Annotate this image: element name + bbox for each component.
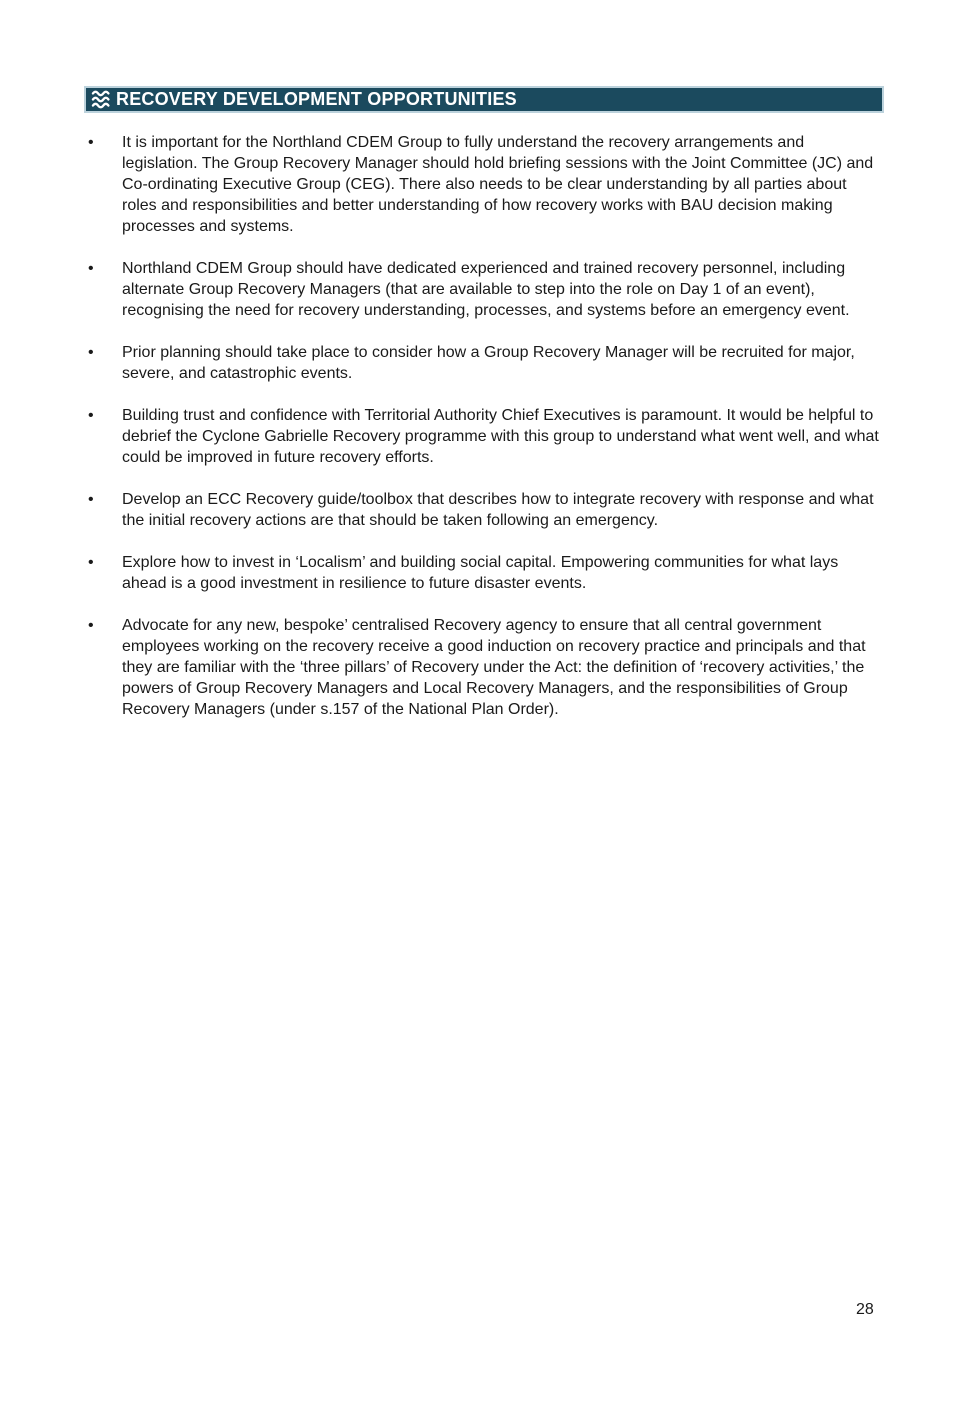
bullet-item: • Advocate for any new, bespoke’ centralised Recovery agency to ensure that all central government employees working on the recovery receive a good induction on recovery practice and principals and that they are familiar with the ‘three pillars’ of Recovery under the Act: the definition of ‘recovery activities,’ the powers of Group Recovery Managers and Local Recovery Managers, and the responsibilities of Group Recovery Managers (under s.157 of the National Plan Order). (84, 615, 884, 720)
section-title: RECOVERY DEVELOPMENT OPPORTUNITIES (116, 89, 517, 109)
bullet-item: • Prior planning should take place to consider how a Group Recovery Manager will be recruited for major, severe, and catastrophic events. (84, 342, 884, 384)
bullet-item: • Develop an ECC Recovery guide/toolbox that describes how to integrate recovery with response and what the initial recovery actions are that should be taken following an emergency. (84, 489, 884, 531)
bullet-item: • Northland CDEM Group should have dedicated experienced and trained recovery personnel, including alternate Group Recovery Managers (that are available to step into the role on Day 1 of an event), recognising the need for recovery understanding, processes, and systems before an emergency event. (84, 258, 884, 321)
section-header (84, 86, 884, 113)
waves-icon (91, 89, 114, 110)
page-number: 28 (856, 1301, 874, 1318)
bullet-item: • It is important for the Northland CDEM Group to fully understand the recovery arrangements and legislation. The Group Recovery Manager should hold briefing sessions with the Joint Committee (JC) and Co-ordinating Executive Group (CEG). There also needs to be clear understanding by all parties about roles and responsibilities and better understanding of how recovery works with BAU decision making processes and systems. (84, 132, 884, 237)
bullet-list (84, 132, 884, 720)
page-content (84, 132, 884, 741)
bullet-item: • Building trust and confidence with Territorial Authority Chief Executives is paramount. It would be helpful to debrief the Cyclone Gabrielle Recovery programme with this group to understand what went well, and what could be improved in future recovery efforts. (84, 405, 884, 468)
bullet-item: • Explore how to invest in ‘Localism’ and building social capital. Empowering communities for what lays ahead is a good investment in resilience to future disaster events. (84, 552, 884, 594)
